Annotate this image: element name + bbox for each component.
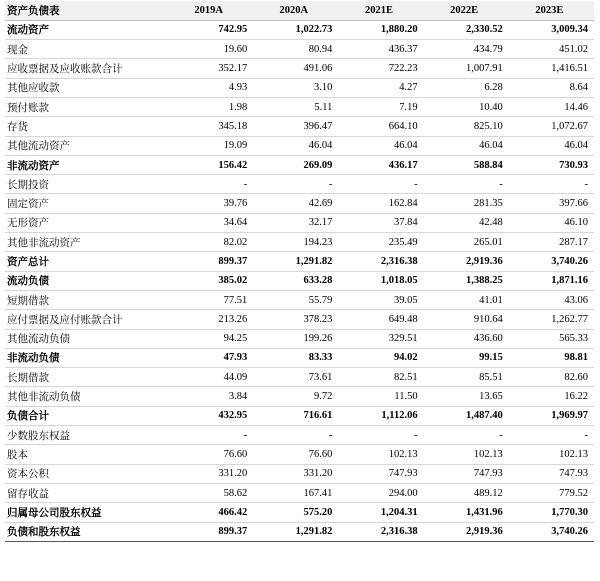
value-cell: 14.46 [509, 97, 594, 116]
table-row [5, 213, 594, 232]
table-body [5, 20, 594, 541]
value-cell: 99.15 [424, 348, 509, 367]
value-cell: 8.64 [509, 78, 594, 97]
table-row [5, 445, 594, 464]
value-cell: 1,770.30 [509, 503, 594, 522]
value-cell: 44.09 [168, 368, 253, 387]
value-cell: 34.64 [168, 213, 253, 232]
value-cell: 2,316.38 [338, 252, 423, 271]
value-cell: 2,919.36 [424, 252, 509, 271]
value-cell: 434.79 [424, 40, 509, 59]
value-cell: 1,007.91 [424, 59, 509, 78]
table-row [5, 59, 594, 78]
value-cell: 1,431.96 [424, 503, 509, 522]
value-cell: 730.93 [509, 155, 594, 174]
table-row [5, 387, 594, 406]
value-cell: 716.61 [253, 406, 338, 425]
value-cell: 3,740.26 [509, 252, 594, 271]
value-cell: 899.37 [168, 252, 253, 271]
value-cell: 3.10 [253, 78, 338, 97]
value-cell: - [509, 175, 594, 194]
row-label: 资产总计 [5, 252, 168, 271]
value-cell: 7.19 [338, 97, 423, 116]
table-row [5, 78, 594, 97]
value-cell: 396.47 [253, 117, 338, 136]
value-cell: 436.17 [338, 155, 423, 174]
value-cell: 269.09 [253, 155, 338, 174]
table-row [5, 290, 594, 309]
table-row [5, 252, 594, 271]
value-cell: 32.17 [253, 213, 338, 232]
row-label: 长期借款 [5, 368, 168, 387]
value-cell: 825.10 [424, 117, 509, 136]
year-header: 2022E [424, 1, 509, 20]
value-cell: 19.09 [168, 136, 253, 155]
value-cell: 294.00 [338, 483, 423, 502]
value-cell: 82.51 [338, 368, 423, 387]
table-row [5, 97, 594, 116]
value-cell: 19.60 [168, 40, 253, 59]
value-cell: - [253, 426, 338, 445]
row-label: 其他非流动资产 [5, 233, 168, 252]
table-row [5, 368, 594, 387]
value-cell: 39.76 [168, 194, 253, 213]
value-cell: 199.26 [253, 329, 338, 348]
row-label: 非流动负债 [5, 348, 168, 367]
value-cell: 83.33 [253, 348, 338, 367]
value-cell: 94.25 [168, 329, 253, 348]
value-cell: 9.72 [253, 387, 338, 406]
year-header: 2021E [338, 1, 423, 20]
table-row [5, 233, 594, 252]
value-cell: 1,291.82 [253, 252, 338, 271]
value-cell: 281.35 [424, 194, 509, 213]
value-cell: 1,487.40 [424, 406, 509, 425]
table-row [5, 503, 594, 522]
value-cell: 46.04 [509, 136, 594, 155]
value-cell: 1,022.73 [253, 20, 338, 39]
row-label: 少数股东权益 [5, 426, 168, 445]
value-cell: 2,330.52 [424, 20, 509, 39]
value-cell: - [338, 426, 423, 445]
value-cell: 397.66 [509, 194, 594, 213]
row-label: 流动资产 [5, 20, 168, 39]
row-label: 非流动资产 [5, 155, 168, 174]
value-cell: 47.93 [168, 348, 253, 367]
row-label: 流动负债 [5, 271, 168, 290]
value-cell: - [338, 175, 423, 194]
value-cell: 722.23 [338, 59, 423, 78]
value-cell: - [168, 175, 253, 194]
table-row [5, 329, 594, 348]
value-cell: 37.84 [338, 213, 423, 232]
table-row [5, 40, 594, 59]
value-cell: 55.79 [253, 290, 338, 309]
value-cell: 85.51 [424, 368, 509, 387]
value-cell: 58.62 [168, 483, 253, 502]
value-cell: 1.98 [168, 97, 253, 116]
value-cell: 1,388.25 [424, 271, 509, 290]
value-cell: - [424, 175, 509, 194]
value-cell: 4.27 [338, 78, 423, 97]
table-row [5, 522, 594, 541]
value-cell: 287.17 [509, 233, 594, 252]
value-cell: - [509, 426, 594, 445]
value-cell: 43.06 [509, 290, 594, 309]
row-label: 应付票据及应付账款合计 [5, 310, 168, 329]
value-cell: 4.93 [168, 78, 253, 97]
row-label: 预付账款 [5, 97, 168, 116]
value-cell: 82.60 [509, 368, 594, 387]
value-cell: 5.11 [253, 97, 338, 116]
value-cell: 649.48 [338, 310, 423, 329]
value-cell: 899.37 [168, 522, 253, 541]
value-cell: 94.02 [338, 348, 423, 367]
value-cell: 156.42 [168, 155, 253, 174]
value-cell: 2,316.38 [338, 522, 423, 541]
value-cell: 489.12 [424, 483, 509, 502]
value-cell: 11.50 [338, 387, 423, 406]
row-label: 归属母公司股东权益 [5, 503, 168, 522]
value-cell: 1,112.06 [338, 406, 423, 425]
row-label: 留存收益 [5, 483, 168, 502]
value-cell: 331.20 [168, 464, 253, 483]
value-cell: 1,416.51 [509, 59, 594, 78]
table-row [5, 175, 594, 194]
value-cell: 747.93 [509, 464, 594, 483]
value-cell: 491.06 [253, 59, 338, 78]
value-cell: 3.84 [168, 387, 253, 406]
table-row [5, 136, 594, 155]
value-cell: 352.17 [168, 59, 253, 78]
value-cell: 345.18 [168, 117, 253, 136]
table-row [5, 271, 594, 290]
value-cell: 3,009.34 [509, 20, 594, 39]
row-label: 长期投资 [5, 175, 168, 194]
value-cell: 331.20 [253, 464, 338, 483]
row-label: 资本公积 [5, 464, 168, 483]
value-cell: 779.52 [509, 483, 594, 502]
value-cell: 42.69 [253, 194, 338, 213]
row-label: 负债和股东权益 [5, 522, 168, 541]
value-cell: 80.94 [253, 40, 338, 59]
value-cell: 41.01 [424, 290, 509, 309]
table-title: 资产负债表 [5, 1, 168, 20]
value-cell: 42.48 [424, 213, 509, 232]
year-header: 2023E [509, 1, 594, 20]
value-cell: 46.04 [338, 136, 423, 155]
header-row [5, 1, 594, 20]
row-label: 其他应收款 [5, 78, 168, 97]
value-cell: 385.02 [168, 271, 253, 290]
value-cell: 747.93 [424, 464, 509, 483]
value-cell: 235.49 [338, 233, 423, 252]
value-cell: - [424, 426, 509, 445]
row-label: 其他流动资产 [5, 136, 168, 155]
value-cell: 46.04 [253, 136, 338, 155]
value-cell: 1,291.82 [253, 522, 338, 541]
value-cell: 1,969.97 [509, 406, 594, 425]
row-label: 其他非流动负债 [5, 387, 168, 406]
value-cell: 1,262.77 [509, 310, 594, 329]
value-cell: 16.22 [509, 387, 594, 406]
row-label: 固定资产 [5, 194, 168, 213]
table-row [5, 348, 594, 367]
table-row [5, 406, 594, 425]
value-cell: 451.02 [509, 40, 594, 59]
value-cell: 1,072.67 [509, 117, 594, 136]
table-row [5, 194, 594, 213]
value-cell: 194.23 [253, 233, 338, 252]
value-cell: 73.61 [253, 368, 338, 387]
value-cell: 575.20 [253, 503, 338, 522]
row-label: 存货 [5, 117, 168, 136]
table-row [5, 310, 594, 329]
row-label: 现金 [5, 40, 168, 59]
value-cell: 3,740.26 [509, 522, 594, 541]
value-cell: 1,880.20 [338, 20, 423, 39]
row-label: 其他流动负债 [5, 329, 168, 348]
balance-sheet-table [5, 1, 594, 542]
value-cell: 102.13 [424, 445, 509, 464]
value-cell: 432.95 [168, 406, 253, 425]
year-header: 2019A [168, 1, 253, 20]
row-label: 无形资产 [5, 213, 168, 232]
value-cell: 1,871.16 [509, 271, 594, 290]
value-cell: 77.51 [168, 290, 253, 309]
value-cell: 46.04 [424, 136, 509, 155]
value-cell: 378.23 [253, 310, 338, 329]
table-row [5, 464, 594, 483]
table-row [5, 483, 594, 502]
value-cell: 162.84 [338, 194, 423, 213]
value-cell: 664.10 [338, 117, 423, 136]
row-label: 股本 [5, 445, 168, 464]
row-label: 短期借款 [5, 290, 168, 309]
value-cell: 102.13 [338, 445, 423, 464]
value-cell: 329.51 [338, 329, 423, 348]
value-cell: 466.42 [168, 503, 253, 522]
value-cell: 436.60 [424, 329, 509, 348]
value-cell: 98.81 [509, 348, 594, 367]
value-cell: 2,919.36 [424, 522, 509, 541]
value-cell: 436.37 [338, 40, 423, 59]
row-label: 应收票据及应收账款合计 [5, 59, 168, 78]
table-row [5, 117, 594, 136]
value-cell: 633.28 [253, 271, 338, 290]
value-cell: 13.65 [424, 387, 509, 406]
table-row [5, 426, 594, 445]
row-label: 负债合计 [5, 406, 168, 425]
value-cell: 588.84 [424, 155, 509, 174]
value-cell: 10.40 [424, 97, 509, 116]
value-cell: 6.28 [424, 78, 509, 97]
value-cell: 167.41 [253, 483, 338, 502]
value-cell: 742.95 [168, 20, 253, 39]
value-cell: 102.13 [509, 445, 594, 464]
value-cell: - [253, 175, 338, 194]
value-cell: 910.64 [424, 310, 509, 329]
value-cell: 76.60 [253, 445, 338, 464]
value-cell: 76.60 [168, 445, 253, 464]
value-cell: 265.01 [424, 233, 509, 252]
table-row [5, 20, 594, 39]
value-cell: 1,018.05 [338, 271, 423, 290]
value-cell: 747.93 [338, 464, 423, 483]
value-cell: 39.05 [338, 290, 423, 309]
value-cell: 213.26 [168, 310, 253, 329]
value-cell: - [168, 426, 253, 445]
table-row [5, 155, 594, 174]
value-cell: 565.33 [509, 329, 594, 348]
value-cell: 1,204.31 [338, 503, 423, 522]
value-cell: 46.10 [509, 213, 594, 232]
year-header: 2020A [253, 1, 338, 20]
value-cell: 82.02 [168, 233, 253, 252]
